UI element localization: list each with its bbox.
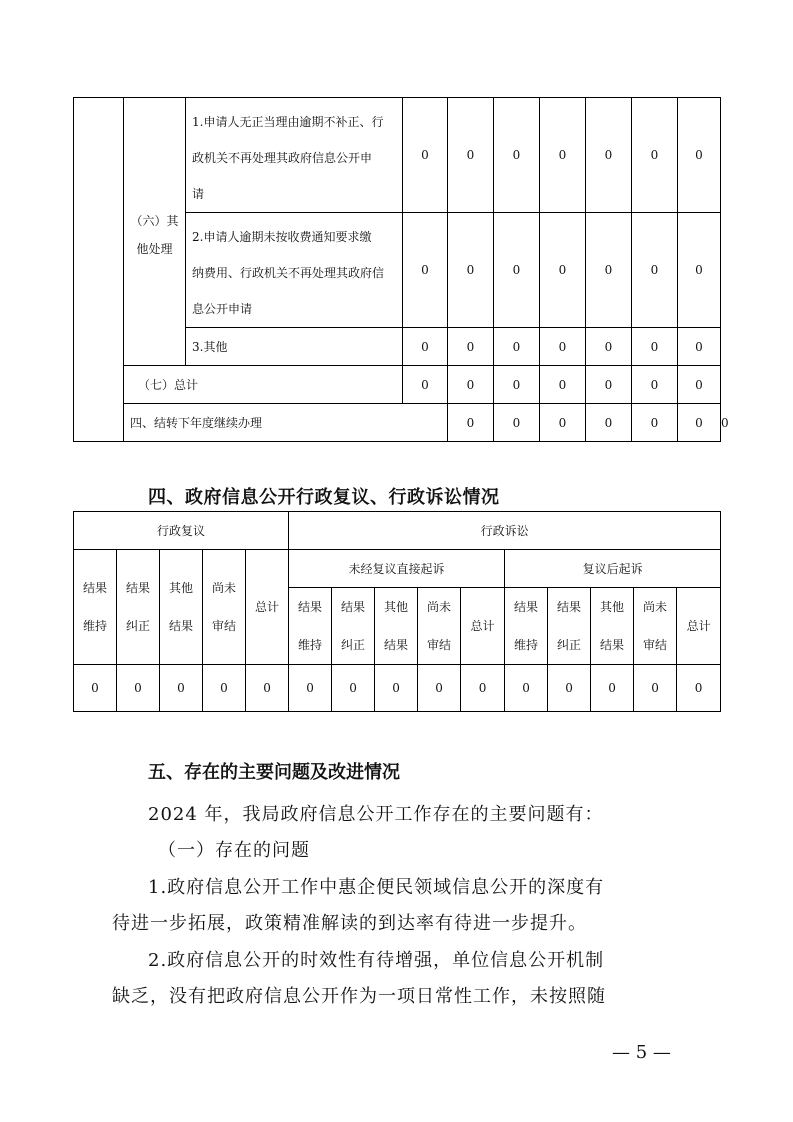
value-cell: 0 — [418, 665, 461, 712]
table-row: 四、结转下年度继续办理 0 0 0 0 0 0 0 — [74, 404, 721, 442]
value-cell: 0 — [591, 665, 634, 712]
value-cell: 0 — [678, 404, 721, 442]
row-label-line: 1.申请人无正当理由逾期不补正、行 — [192, 115, 384, 129]
body-line: （一）存在的问题 — [158, 840, 310, 861]
col-label-total: 总计 — [461, 588, 505, 665]
row-label: 3.其他 — [186, 328, 403, 366]
value-cell: 0 — [540, 328, 586, 366]
value-cell: 0 — [548, 665, 591, 712]
value-cell: 0 — [586, 366, 632, 404]
value-cell: 0 — [448, 328, 494, 366]
value-cell: 0 — [678, 98, 721, 213]
table-row — [74, 98, 721, 213]
value-cell: 0 — [632, 328, 678, 366]
col-label: 尚未 审结 — [634, 588, 677, 665]
review-litigation-table — [73, 511, 721, 712]
value-cell: 0 — [540, 404, 586, 442]
col-label: 结果 纠正 — [548, 588, 591, 665]
value-cell: 0 — [461, 665, 505, 712]
value-cell: 0 — [678, 213, 721, 328]
value-cell: 0 — [289, 665, 332, 712]
value-cell: 0 — [448, 213, 494, 328]
body-line: 2.政府信息公开的时效性有待增强，单位信息公开机制 — [148, 950, 605, 971]
row-label-line: 纳费用、行政机关不再处理其政府信 — [192, 266, 385, 280]
group-label-line: （六）其 — [130, 213, 179, 228]
value-cell: 0 — [403, 213, 448, 328]
value-cell: 0 — [540, 366, 586, 404]
section-4-heading: 四、政府信息公开行政复议、行政诉讼情况 — [148, 487, 500, 508]
value-cell: 0 — [494, 213, 540, 328]
col-label: 结果 纠正 — [117, 550, 160, 665]
value-cell: 0 — [203, 665, 246, 712]
group-label-cell — [124, 98, 186, 366]
col-label: 其他 结果 — [160, 550, 203, 665]
group-label-line: 他处理 — [136, 241, 173, 256]
review-header: 行政复议 — [74, 512, 289, 550]
value-cell: 0 — [540, 98, 586, 213]
value-cell: 0 — [375, 665, 418, 712]
litigation-header: 行政诉讼 — [289, 512, 721, 550]
direct-suit-header: 未经复议直接起诉 — [289, 550, 505, 588]
value-cell: 0 — [448, 98, 494, 213]
value-cell: 0 — [632, 98, 678, 213]
page-number: — 5 — — [612, 1042, 671, 1063]
body-line: 2024 年，我局政府信息公开工作存在的主要问题有： — [148, 804, 604, 825]
disposal-table — [73, 97, 729, 442]
col-label: 其他 结果 — [591, 588, 634, 665]
row-label — [186, 98, 403, 213]
col-label: 其他 结果 — [375, 588, 418, 665]
body-line: 1.政府信息公开工作中惠企便民领域信息公开的深度有 — [148, 877, 605, 898]
value-cell: 0 — [117, 665, 160, 712]
body-line: 待进一步拓展，政策精准解读的到达率有待进一步提升。 — [112, 913, 587, 934]
value-cell: 0 — [505, 665, 548, 712]
value-cell: 0 — [632, 213, 678, 328]
value-cell: 0 — [246, 665, 289, 712]
table-row — [74, 366, 721, 404]
value-cell: 0 — [540, 213, 586, 328]
value-cell: 0 — [677, 665, 721, 712]
value-cell: 0 — [448, 366, 494, 404]
value-cell: 0 — [634, 665, 677, 712]
value-cell: 0 — [494, 366, 540, 404]
value-cell: 0 — [586, 213, 632, 328]
row-label-line: 请 — [192, 187, 205, 201]
body-line: 缺乏，没有把政府信息公开作为一项日常性工作，未按照随 — [112, 986, 606, 1007]
total-label: （七）总计 — [124, 366, 403, 404]
col-label: 结果 维持 — [289, 588, 332, 665]
value-cell: 0 — [586, 98, 632, 213]
row-label — [186, 213, 403, 328]
col-label-total: 总计 — [677, 588, 721, 665]
value-cell: 0 — [586, 404, 632, 442]
value-cell: 0 — [332, 665, 375, 712]
col-label: 尚未 审结 — [203, 550, 246, 665]
value-cell: 0 — [403, 366, 448, 404]
value-cell: 0 — [403, 98, 448, 213]
value-cell: 0 — [678, 328, 721, 366]
col-label: 结果 纠正 — [332, 588, 375, 665]
value-cell: 0 — [494, 98, 540, 213]
row-label-line: 2.申请人逾期未按收费通知要求缴 — [192, 230, 372, 244]
after-review-header: 复议后起诉 — [505, 550, 721, 588]
col-label: 尚未 审结 — [418, 588, 461, 665]
col-label: 结果 维持 — [74, 550, 117, 665]
value-cell: 0 — [448, 404, 494, 442]
value-cell: 0 — [160, 665, 203, 712]
row-label-line: 政机关不再处理其政府信息公开申 — [192, 151, 373, 165]
value-cell: 0 — [678, 366, 721, 404]
value-cell: 0 — [632, 366, 678, 404]
carry-label: 四、结转下年度继续办理 — [124, 404, 448, 442]
value-cell: 0 — [403, 328, 448, 366]
col-label: 结果 维持 — [505, 588, 548, 665]
value-cell: 0 — [494, 404, 540, 442]
col-label-total: 总计 — [246, 550, 289, 665]
value-cell: 0 — [586, 328, 632, 366]
value-cell: 0 — [74, 665, 117, 712]
row-label-line: 息公开申请 — [192, 302, 253, 316]
value-cell: 0 — [632, 404, 678, 442]
section-5-heading: 五、存在的主要问题及改进情况 — [148, 762, 400, 783]
value-cell: 0 — [494, 328, 540, 366]
blank-cell — [74, 98, 124, 442]
